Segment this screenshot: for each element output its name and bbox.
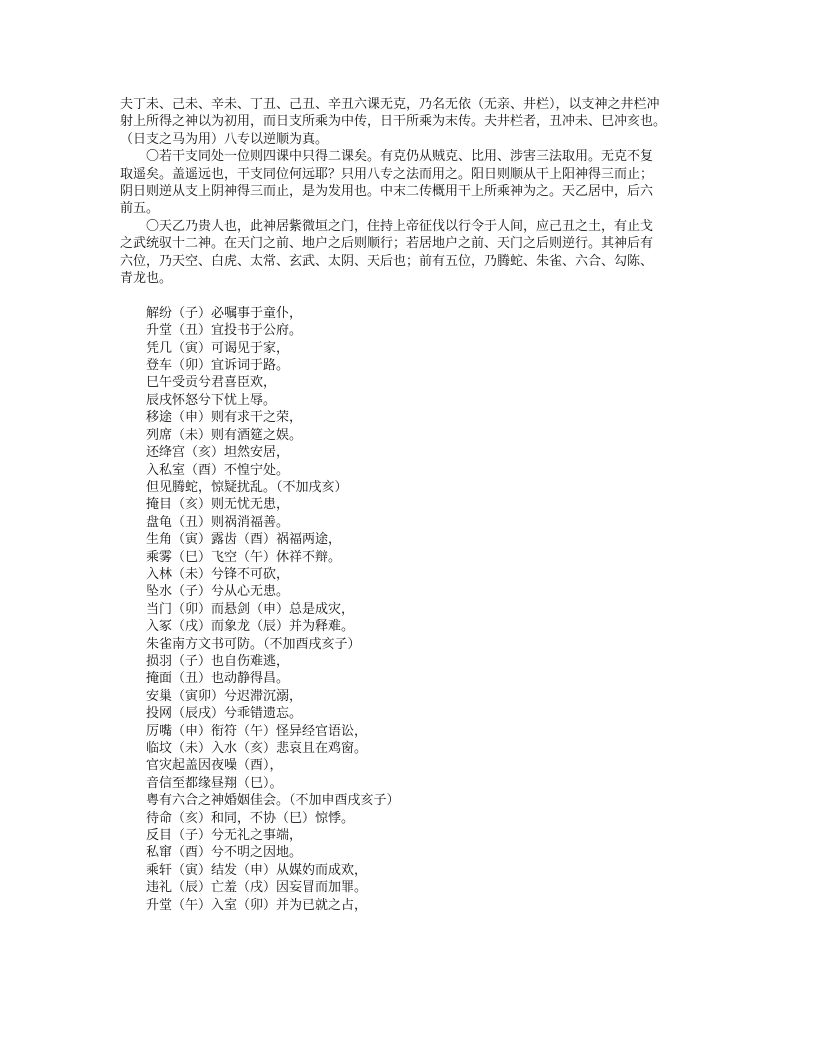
verse-line: 入冢（戌）而象龙（辰）并为释难。 bbox=[146, 619, 355, 635]
verse-line: 临坟（未）入水（亥）悲哀且在鸡窗。 bbox=[146, 741, 368, 757]
verse-line: 粤有六合之神婚姻佳会。（不加申酉戌亥子） bbox=[146, 793, 400, 809]
verse-line: 解纷（子）必嘱事于童仆， bbox=[146, 305, 303, 321]
document-page bbox=[120, 96, 698, 914]
paragraph-line: （日支之马为用）八专以逆顺为真。 bbox=[120, 131, 329, 147]
verse-line: 当门（卯）而悬剑（申）总是成灾， bbox=[146, 601, 355, 617]
paragraph-line: 六位，乃天空、白虎、太常、玄武、太阴、天后也；前有五位，乃腾蛇、朱雀、六合、勾陈、 bbox=[120, 253, 654, 269]
section-gap bbox=[120, 287, 698, 304]
verse-line: 坠水（子）兮从心无患。 bbox=[146, 584, 290, 600]
verse-line: 安巢（寅卯）兮迟滞沉溺， bbox=[146, 688, 303, 704]
paragraph-line: 〇若干支同处一位则四课中只得二课矣。有克仍从贼克、比用、涉害三法取用。无克不复 bbox=[120, 149, 654, 165]
prose-section bbox=[120, 96, 698, 287]
verse-line: 但见腾蛇，惊疑扰乱。（不加戌亥） bbox=[146, 479, 348, 495]
verse-line: 乘雾（巳）飞空（午）休祥不辩。 bbox=[146, 549, 342, 565]
verse-line: 掩目（亥）则无忧无患， bbox=[146, 497, 290, 513]
paragraph-1 bbox=[120, 96, 698, 148]
paragraph-line: 取遥矣。盖遥远也，干支同位何远耶？只用八专之法而用之。阳日则顺从干上阳神得三而止； bbox=[120, 166, 654, 182]
verse-line: 巳午受贡兮君喜臣欢， bbox=[146, 375, 277, 391]
verse-line: 盘龟（丑）则祸消福善。 bbox=[146, 514, 290, 530]
verse-section bbox=[120, 305, 698, 914]
verse-line: 辰戌怀怒兮下忧上辱。 bbox=[146, 392, 277, 408]
paragraph-line: 之武统驭十二神。在天门之前、地户之后则顺行；若居地户之前、天门之后则逆行。其神后有 bbox=[120, 236, 654, 252]
verse-line: 朱雀南方文书可防。（不加酉戌亥子） bbox=[146, 636, 361, 652]
paragraph-line: 阴日则逆从支上阴神得三而止，是为发用也。中末二传概用干上所乘神为之。天乙居中，后六 bbox=[120, 184, 654, 200]
verse-line: 反目（子）兮无礼之事端， bbox=[146, 828, 303, 844]
verse-line: 官灾起盖因夜噪（酉）， bbox=[146, 758, 283, 774]
verse-line: 投网（辰戌）兮乖错遗忘。 bbox=[146, 706, 303, 722]
verse-line: 入私室（酉）不惶宁处。 bbox=[146, 462, 290, 478]
verse-line: 私窜（酉）兮不明之因地。 bbox=[146, 845, 303, 861]
paragraph-3 bbox=[120, 218, 698, 288]
verse-line: 乘轩（寅）结发（申）从媒妁而成欢， bbox=[146, 862, 368, 878]
paragraph-line: 前五。 bbox=[120, 201, 160, 217]
verse-line: 音信至都缘昼翔（巳）。 bbox=[146, 775, 283, 791]
verse-line: 还绛宫（亥）坦然安居， bbox=[146, 445, 290, 461]
verse-line: 升堂（午）入室（卯）并为已就之占， bbox=[146, 897, 368, 913]
verse-line: 升堂（丑）宜投书于公府。 bbox=[146, 323, 303, 339]
verse-line: 生角（寅）露齿（酉）祸福两途， bbox=[146, 532, 342, 548]
verse-line: 厉嘴（申）衔符（午）怪异经官语讼， bbox=[146, 723, 368, 739]
paragraph-line: 射上所得之神以为初用，而日支所乘为中传，日干所乘为末传。夫井栏者，丑冲未、巳冲亥也。 bbox=[120, 114, 667, 130]
paragraph-line: 〇天乙乃贵人也，此神居紫微垣之门，住持上帝征伐以行令于人间，应己丑之土，有止戈 bbox=[120, 218, 654, 234]
verse-line: 移途（申）则有求干之荣， bbox=[146, 410, 303, 426]
verse-line: 凭几（寅）可谒见于家， bbox=[146, 340, 290, 356]
paragraph-line: 夫丁未、己未、辛未、丁丑、己丑、辛丑六课无克，乃名无依（无亲、井栏），以支神之井栏冲 bbox=[120, 97, 660, 112]
verse-line: 入林（未）兮锋不可砍， bbox=[146, 566, 290, 582]
verse-line: 登车（卯）宜诉词于路。 bbox=[146, 358, 290, 374]
verse-line: 损羽（子）也自伤难逃， bbox=[146, 653, 290, 669]
paragraph-2 bbox=[120, 148, 698, 218]
verse-line: 掩面（丑）也动静得昌。 bbox=[146, 671, 290, 687]
verse-line: 待命（亥）和同，不协（巳）惊悸。 bbox=[146, 810, 355, 826]
verse-line: 列席（未）则有酒筵之娱。 bbox=[146, 427, 303, 443]
paragraph-line: 青龙也。 bbox=[120, 271, 173, 287]
verse-line: 违礼（辰）亡羞（戌）因妄冒而加罪。 bbox=[146, 880, 368, 896]
